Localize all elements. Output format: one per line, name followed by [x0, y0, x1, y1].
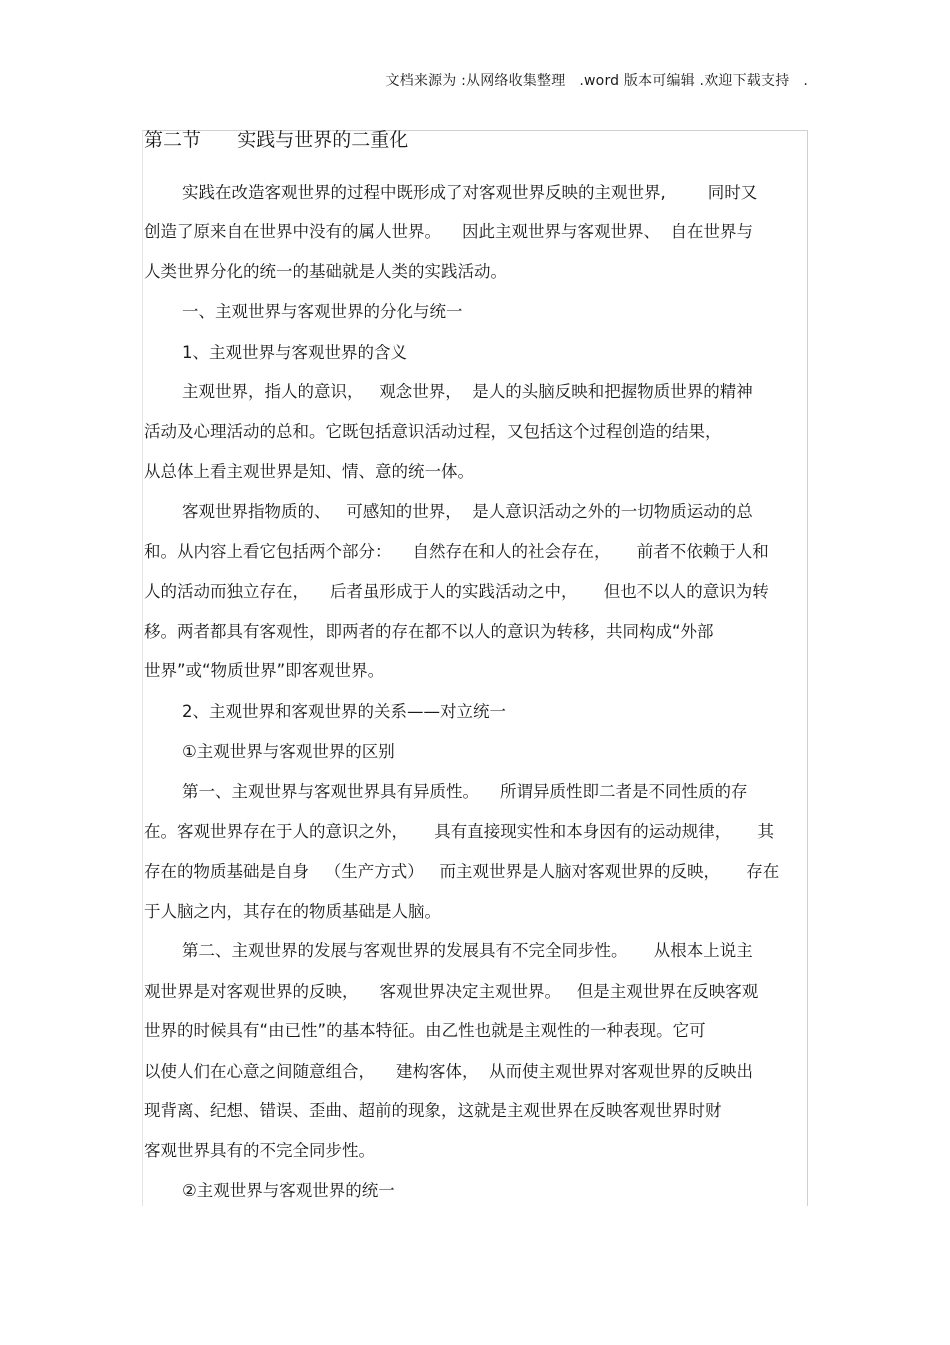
paragraph-line: 存在的物质基础是自身 （生产方式） 而主观世界是人脑对客观世界的反映， 存在 — [144, 862, 780, 881]
paragraph-line: 从总体上看主观世界是知、情、意的统一体。 — [144, 462, 474, 481]
paragraph-line: 客观世界具有的不完全同步性。 — [144, 1141, 375, 1160]
paragraph-line: 移。两者都具有客观性，即两者的存在都不以人的意识为转移，共同构成“外部 — [144, 622, 714, 641]
paragraph-line: 在。客观世界存在于人的意识之外， 具有直接现实性和本身因有的运动规律， 其 — [144, 822, 774, 841]
heading-2: 2、主观世界和客观世界的关系——对立统一 — [182, 702, 506, 721]
paragraph-line: 现背离、纪想、错误、歪曲、超前的现象，这就是主观世界在反映客观世界时财 — [144, 1101, 722, 1120]
paragraph-line: 人的活动而独立存在， 后者虽形成于人的实践活动之中， 但也不以人的意识为转 — [144, 582, 769, 601]
paragraph-line: 以使人们在心意之间随意组合， 建构客体， 从而使主观世界对客观世界的反映出 — [144, 1062, 753, 1081]
paragraph-line: 客观世界指物质的、 可感知的世界， 是人意识活动之外的一切物质运动的总 — [182, 502, 753, 521]
paragraph-line: 观世界是对客观世界的反映， 客观世界决定主观世界。 但是主观世界在反映客观 — [144, 982, 759, 1001]
paragraph-line: 于人脑之内，其存在的物质基础是人脑。 — [144, 902, 441, 921]
heading-1: 一、主观世界与客观世界的分化与统一 — [182, 302, 463, 321]
paragraph-line: 世界”或“物质世界”即客观世界。 — [144, 661, 385, 680]
heading-3: ②主观世界与客观世界的统一 — [182, 1181, 395, 1200]
paragraph-line: 创造了原来自在世界中没有的属人世界。 因此主观世界与客观世界、 自在世界与 — [144, 222, 753, 241]
paragraph-line: 实践在改造客观世界的过程中既形成了对客观世界反映的主观世界, 同时又 — [182, 183, 758, 202]
heading-2: 1、主观世界与客观世界的含义 — [182, 343, 407, 362]
paragraph-line: 第二、主观世界的发展与客观世界的发展具有不完全同步性。 从根本上说主 — [182, 941, 753, 960]
paragraph-line: 第一、主观世界与客观世界具有异质性。 所谓异质性即二者是不同性质的存 — [182, 782, 748, 801]
paragraph-line: 活动及心理活动的总和。它既包括意识活动过程，又包括这个过程创造的结果， — [144, 422, 722, 441]
paragraph-line: 世界的时候具有“由已性”的基本特征。由乙性也就是主观性的一种表现。它可 — [144, 1021, 706, 1040]
heading-3: ①主观世界与客观世界的区别 — [182, 742, 395, 761]
page-header-note: 文档来源为 :从网络收集整理 .word 版本可编辑 .欢迎下载支持 . — [385, 73, 808, 89]
section-title: 第二节 实践与世界的二重化 — [144, 129, 409, 151]
paragraph-line: 主观世界，指人的意识， 观念世界， 是人的头脑反映和把握物质世界的精神 — [182, 382, 753, 401]
paragraph-line: 和。从内容上看它包括两个部分： 自然存在和人的社会存在， 前者不依赖于人和 — [144, 542, 769, 561]
paragraph-line: 人类世界分化的统一的基础就是人类的实践活动。 — [144, 262, 507, 281]
